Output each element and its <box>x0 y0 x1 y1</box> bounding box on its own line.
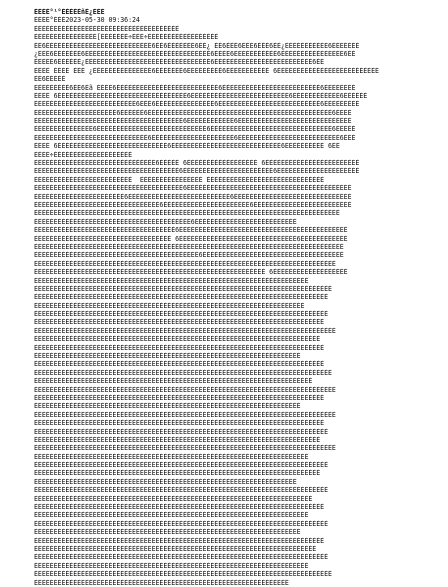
text-line: ÈÈÈÈÈÈÈÈÈÈÈÈÈÈÈÈÈÈÈÈÈÈÈÈÈÈÈÈÈÈÈÈÈÈÈÈ6ÈÈÈÈÈÈÈÈÈÈÈÈÈÈÈÈÈÈÈÈÈÈÈÈÈÈÈÈÈÈÈÈÈÈÈÈÈÈÈÈÈÈÈ <box>34 226 348 235</box>
text-line: ÈÈÈÈÈÈÈÈÈÈÈÈÈÈÈÈÈÈÈÈÈÈÈÈÈÈÈÈÈÈÈÈÈÈÈÈÈÈÈÈÈÈÈÈÈÈÈÈÈÈÈÈÈÈÈÈÈÈÈÈÈÈÈÈÈÈÈÈÈÈÈÈÈÈ <box>34 419 325 428</box>
text-line: ÈÈÈÈÈÈÈÈÈÈÈÈÈÈÈÈÈÈÈÈÈÈÈÈÈÈÈÈÈÈÈÈÈÈÈÈÈÈÈÈÈÈÈÈÈÈÈÈÈÈÈÈÈÈÈÈÈÈÈÈÈÈÈÈÈÈÈÈÈÈÈÈÈ <box>34 435 321 444</box>
text-line: ÈÈÈÈÈÈÈÈÈÈÈÈÈÈÈÈÈÈÈÈÈÈÈÈÈÈÈÈÈÈÈ6ÈÈÈÈÈ 6ÈÈÈÈÈÈÈÈÈÈÈÈÈÈÈÈÈÈ 6ÈÈÈÈÈÈÈÈÈÈÈÈÈÈÈÈÈÈÈÈÈÈÈÈ <box>34 159 360 168</box>
text-line: ÈÈÈÈÈÈÈÈÈÈÈÈÈÈÈÈÈÈÈÈÈÈÈÈÈÈÈÈÈÈÈÈÈÈÈÈÈÈÈÈÈÈÈÈÈÈÈÈÈÈÈÈÈÈÈÈÈÈÈÈÈÈÈÈÈÈÈÈÈÈÈÈÈÈÈÈÈ <box>34 410 336 419</box>
paragraph <box>34 159 406 587</box>
text-line: ÈÈÈÈÈÈÈÈÈÈÈÈÈÈÈÈÈÈÈÈÈÈÈÈÈ ÈÈÈÈÈÈÈÈÈÈÈÈÈÈÈÈ ÈÈÈÈÈÈÈÈÈÈÈÈÈÈÈÈÈÈÈÈÈÈÈÈÈÈÈÈÈÈ <box>34 175 325 184</box>
text-line: ÈÈÈÈÈÈÈÈÈÈÈÈÈÈÈÈÈÈÈÈÈÈÈÈÈÈÈÈÈÈÈÈÈÈÈÈÈÈÈÈÈÈÈÈÈÈÈÈÈÈÈÈÈÈÈÈÈÈÈÈÈÈÈÈÈÈÈÈ <box>34 528 301 537</box>
text-line: ÈÈÈÈÈÈÈÈÈÈÈÈÈÈÈÈÈÈÈÈÈÈÈÈÈÈÈÈÈÈÈÈÈÈÈ 6ÈÈÈÈÈÈÈÈÈÈÈÈÈÈÈÈÈÈÈÈÈÈÈÈÈÈÈÈÈÈ6ÈÈÈÈÈÈÈÈÈÈÈÈ <box>34 234 348 243</box>
text-line: ÈÈÈÈÈÈÈÈÈÈÈÈÈÈÈÈÈÈÈÈÈÈÈÈÈÈÈÈÈ6ÈÈÈÈÈÈÈÈÈÈÈÈÈÈÈÈÈÈÈÈÈ6ÈÈÈÈÈÈÈÈÈÈÈÈÈÈÈÈÈÈÈÈÈÈÈÈÈÈ6ÈÈÈ <box>34 133 356 142</box>
text-line: ÈÈÈÈÈÈÈÈÈÈÈÈÈÈÈÈÈÈÈÈÈÈÈÈÈÈÈÈÈÈÈÈ6ÈÈÈÈÈÈÈÈÈÈÈÈÈÈÈÈÈÈÈÈÈÈ6ÈÈÈÈÈÈÈÈÈÈÈÈÈÈÈÈÈÈÈÈÈÈÈÈÈ <box>34 200 352 209</box>
text-line: ÈÈÈÈÈÈÈÈÈÈÈÈÈÈÈÈÈÈÈÈÈÈÈ6ÈÈÈÈÈÈÈÈÈÈÈÈÈÈÈÈÈÈÈÈÈÈÈÈÈÈ6ÈÈÈÈÈÈÈÈÈÈÈÈÈÈÈÈÈÈÈÈÈÈÈÈÈÈÈÈÈÈ <box>34 192 352 201</box>
text-line: ÈÈÈÈÈÈÈÈÈÈÈÈÈÈÈÈÈÈÈÈÈÈÈÈÈÈÈÈÈÈÈÈÈÈÈÈÈÈÈÈÈÈÈÈÈÈÈÈÈÈÈÈÈÈÈÈÈÈÈÈÈÈÈÈÈÈÈÈÈÈÈ <box>34 377 313 386</box>
text-line: ÈÈÈÈÈÈÈÈÈÈÈÈÈÈÈÈÈÈÈÈÈÈÈÈÈÈÈÈÈÈÈÈÈÈÈÈÈÈÈÈÈÈÈÈÈÈÈÈÈÈÈÈÈÈÈÈÈÈÈÈÈÈÈÈÈ <box>34 578 289 587</box>
text-line: ÈÈÈÈÈÈÈÈÈÈÈÈÈÈÈÈÈÈÈÈÈÈÈÈÈÈÈÈÈÈÈÈÈÈÈÈÈÈÈÈÈÈÈÈÈÈÈÈÈÈÈÈÈÈÈÈÈÈÈÈÈÈÈÈÈÈÈÈÈÈÈÈÈÈÈÈ <box>34 368 332 377</box>
text-line: ÈÈÈÈÈÈÈÈÈÈÈÈÈÈÈÈÈÈÈÈÈÈÈÈÈÈÈÈÈÈÈÈÈÈÈÈÈÈÈÈÈÈÈÈÈÈÈÈÈÈÈÈÈÈÈÈÈÈÈÈÈÈÈÈÈÈÈÈÈÈÈÈÈÈÈ <box>34 461 328 470</box>
paragraph <box>34 84 406 160</box>
text-line: ¿ÈÈÈ6ÈÈÈÈÈÈÈ6ÈÈÈÈÈÈÈÈÈÈÈÈÈÈÈÈÈÈÈÈÈÈÈÈÈÈÈÈÈÈÈÈ6ÈÈÈÈ6ÈÈÈÈÈÈÈÈÈÈÈ6ÈÈÈÈÈÈÈÈÈÈÈÈÈÈÈÈ6ÈÈ <box>34 49 356 58</box>
text-line: ÈÈÈÈÈÈÈÈÈÈÈÈÈÈÈÈÈÈÈÈÈÈÈÈÈÈ6ÈÈÈ6ÈÈÈÈÈÈÈÈÈÈÈÈÈÈÈ6ÈÈÈÈÈÈÈÈÈÈÈÈÈÈÈÈÈÈÈÈÈÈÈÈÈÈ6ÈÈÈÈÈÈÈÈÈ <box>34 100 360 109</box>
text-line: ÈÈÈÈ 6ÈÈÈÈÈÈÈÈÈÈÈÈÈÈÈÈÈÈÈÈÈÈÈÈÈÈÈÈÈÈÈÈÈ6ÈÈÈÈÈÈÈÈÈÈÈÈÈÈÈÈÈÈÈÈÈÈÈÈÈ6ÈÈÈÈÈÈÈÈÈÈÈÈ6ÈÈÈÈÈÈ <box>34 91 368 100</box>
text-line: ÈÈÈÈÈÈÈÈÈÈÈÈÈÈÈÈÈÈÈÈÈÈÈÈÈÈÈÈÈÈÈÈÈÈÈÈÈÈÈÈÈÈÈÈÈÈÈÈÈÈÈÈÈÈÈÈÈÈÈÈÈÈÈÈÈÈÈÈÈÈÈÈÈÈÈÈÈ <box>34 326 336 335</box>
text-line: ÈÈÈÈÈÈÈÈÈÈÈÈÈÈÈÈÈÈÈÈÈÈÈÈÈÈÈÈÈÈÈÈÈÈÈÈÈÈÈÈ6ÈÈÈÈÈÈÈÈÈÈÈÈÈÈÈÈÈÈÈÈÈÈÈÈÈÈ <box>34 217 297 226</box>
text-line: ÈÈÈÈÈÈÈÈÈÈÈÈÈÈÈÈÈÈÈÈÈÈÈÈÈÈÈÈÈÈÈÈÈÈÈÈÈÈÈÈÈÈÈÈÈÈÈÈÈÈÈÈÈÈÈÈÈÈÈÈÈÈÈÈÈÈÈÈÈÈÈÈÈÈÈ <box>34 553 328 562</box>
text-line: ÈÈÈÈÈÈÈÈÈÈÈÈÈÈÈÈÈÈÈÈÈÈÈÈÈÈÈÈÈÈÈÈÈÈÈÈÈÈÈÈÈÈÈÈÈÈÈÈÈÈÈÈÈÈÈÈÈÈÈÈÈÈÈÈÈÈÈÈÈÈÈÈÈÈÈÈ <box>34 570 332 579</box>
text-line: ÈÈÈÈÈÈÈÈÈÈÈÈÈÈÈ6ÈÈÈÈÈÈÈÈÈÈÈÈÈÈÈÈÈÈÈÈÈÈÈÈÈÈÈÈ6ÈÈÈÈÈÈÈÈÈÈÈÈÈÈÈÈÈÈÈÈÈÈÈÈÈÈÈÈÈÈÈ6ÈÈÈÈÈ <box>34 125 356 134</box>
text-line: ÈÈÈÈÈÈÈÈÈÈÈÈÈÈÈÈÈÈÈÈÈÈÈÈÈÈÈÈÈÈÈÈÈÈÈÈÈÈÈÈÈÈÈÈÈÈÈÈÈÈÈÈÈÈÈÈÈÈÈÈÈÈÈÈÈÈÈÈÈÈÈÈÈÈ <box>34 318 325 327</box>
text-line: ÈÈÈÈÈÈÈÈÈÈÈÈÈÈÈÈÈÈÈÈÈÈÈÈÈÈÈÈÈÈÈÈÈÈÈÈÈÈÈÈÈÈÈÈÈÈÈÈÈÈÈÈÈÈÈÈÈÈÈÈÈÈÈÈÈÈÈÈÈÈÈÈÈÈ <box>34 503 325 512</box>
text-line: ÈÈÈÈÈÈÈÈÈÈÈÈÈÈÈÈÈÈÈÈÈÈÈÈÈÈÈÈÈÈÈÈÈÈÈÈÈÈÈÈÈÈÈÈÈÈÈÈÈÈÈÈÈÈÈÈÈÈÈ 6ÈÈÈÈÈÈÈÈÈÈÈÈÈÈÈÈÈÈÈ <box>34 268 348 277</box>
text-line: ÈÈÈÈÈÈÈÈÈÈÈÈÈÈÈÈÈÈÈÈÈÈÈÈÈÈÈÈÈÈÈÈÈÈÈÈÈÈÈÈÈÈÈÈÈÈÈÈÈÈÈÈÈÈÈÈÈÈÈÈÈÈÈÈÈÈÈÈÈÈÈÈÈÈÈ <box>34 310 328 319</box>
text-line: ÈÈÈÈÈÈÈÈÈÈÈÈÈÈÈÈÈÈÈÈÈÈÈÈÈÈÈÈÈÈÈÈÈÈÈÈÈÈÈÈÈÈÈÈÈÈÈÈÈÈÈÈÈÈÈÈÈÈÈÈÈÈÈÈÈÈÈÈ <box>34 402 301 411</box>
text-line: ÈÈÈÈÈÈÈÈÈÈÈÈÈÈÈÈÈÈÈÈÈÈÈÈÈÈÈÈÈÈÈÈÈÈÈÈÈ6ÈÈÈÈÈÈÈÈÈÈÈÈÈÈÈÈÈÈÈÈÈÈÈ6ÈÈÈÈÈÈÈÈÈÈÈÈÈÈÈÈÈÈÈÈÈ <box>34 167 360 176</box>
document-title: ÈÈÈÈ​°¹°ÈÈÈÈÈñÈ¿ÈÈÈ <box>34 8 105 16</box>
text-line: ÈÈÈÈÈÈÈÈÈÈÈÈÈÈÈÈÈÈÈÈÈÈÈÈÈÈÈÈÈÈÈÈÈÈÈÈÈÈÈÈÈÈÈÈÈÈÈÈÈÈÈÈÈÈÈÈÈÈÈÈÈÈÈÈÈÈÈÈÈÈÈÈÈ <box>34 335 321 344</box>
text-line: ÈÈÈÈÈÈÈÈÈÈÈÈÈÈÈÈÈÈÈÈÈÈÈÈÈÈÈÈÈÈÈÈÈÈÈÈÈÈÈÈÈÈÈÈÈÈÈÈÈÈÈÈÈÈÈÈÈÈÈÈÈÈÈÈÈÈÈÈÈÈÈÈÈÈ <box>34 360 325 369</box>
text-line: ÈÈÈÈÈÈÈÈÈÈÈÈÈÈÈÈÈÈÈÈÈÈÈÈÈÈÈÈÈÈÈÈÈÈÈÈÈÈÈÈÈÈÈÈÈÈÈÈÈÈÈÈÈÈÈÈÈÈÈÈÈÈÈÈÈÈÈÈÈÈÈÈÈ <box>34 469 321 478</box>
text-line: ÈÈÈÈÈÈÈÈÈÈÈÈÈÈÈÈÈÈÈÈÈÈÈÈÈÈÈÈÈÈÈÈÈÈÈÈÈÈÈÈÈÈÈÈÈÈÈÈÈÈÈÈÈÈÈÈÈÈÈÈÈÈÈÈÈÈÈÈÈÈÈÈÈÈÈÈÈÈ <box>34 209 340 218</box>
text-line: ÈÈÈÈÈÈÈÈÈÈÈÈÈÈÈÈÈÈÈÈÈÈÈÈÈÈÈÈÈÈÈÈÈÈÈÈÈÈÈÈÈÈÈÈÈÈÈÈÈÈÈÈÈÈÈÈÈÈÈÈÈÈÈÈÈÈÈÈÈÈ <box>34 452 309 461</box>
text-line: ÈÈÈÈÈÈÈÈÈÈÈÈÈÈÈÈÈÈÈÈÈÈÈÈÈÈÈÈÈÈÈÈÈÈÈÈÈÈÈÈÈÈÈÈÈÈÈÈÈÈÈÈÈÈÈÈÈÈÈÈÈÈÈÈÈÈÈÈÈÈ <box>34 561 309 570</box>
text-line: ÈÈÈÈ÷ÈÈÈÈÈÈÈÈÈÈÈÈÈÈÈÈÈÈÈÈ <box>34 150 132 159</box>
document-timestamp: ÈÈÈÈ​°ÈÈÈ2023-05-30 09:36:24 <box>34 16 140 25</box>
text-line: ÈÈÈÈÈÈÈÈÈÈÈÈÈÈÈÈÈÈÈÈÈÈÈÈÈÈÈÈÈÈÈÈÈÈÈÈÈÈÈÈÈÈÈÈÈÈÈÈÈÈÈÈÈÈÈÈÈÈÈÈÈÈÈÈÈÈÈÈÈÈÈÈÈÈÈÈÈ <box>34 444 336 453</box>
text-line: ÈÈÈÈÈÈÈÈÈÈÈÈÈÈÈÈÈÈÈÈÈÈÈÈÈÈÈÈÈÈÈÈÈÈÈÈÈÈÈÈÈÈÈÈÈÈÈÈÈÈÈÈÈÈÈÈÈÈÈÈÈÈÈÈÈÈÈÈÈÈÈÈÈÈÈ <box>34 293 328 302</box>
text-line: ÈÈÈÈÈ6ÈÈÈÈÈÈ¿ÈÈÈÈÈÈÈÈÈÈÈÈÈÈÈÈÈÈÈÈÈÈÈÈÈÈÈÈÈÈÈÈ6ÈÈÈÈÈÈÈÈÈÈÈÈÈÈÈÈÈÈÈÈÈÈÈÈÈ6ÈÈ <box>34 58 325 67</box>
text-line: ÈÈÈÈÈÈÈÈÈÈÈÈÈÈÈÈÈÈÈÈÈÈÈÈÈÈÈÈÈÈÈÈÈÈÈÈÈÈÈÈÈÈÈÈÈÈÈÈÈÈÈÈÈÈÈÈÈÈÈÈÈÈÈÈÈÈÈÈÈÈ <box>34 276 309 285</box>
paragraph <box>34 33 406 83</box>
text-line: ÈÈÈÈÈÈÈÈÈÈÈÈÈÈÈÈÈÈÈÈÈÈÈÈÈÈÈÈÈÈÈÈÈÈÈÈÈÈÈÈÈÈÈÈÈÈÈÈÈÈÈÈÈÈÈÈÈÈÈÈÈÈÈÈÈÈÈÈÈÈÈÈÈÈÈ <box>34 486 328 495</box>
text-line: ÈÈÈÈÈÈÈÈÈÈÈÈÈÈÈÈÈÈÈÈÈ6ÈÈÈÈÈÈ6ÈÈÈÈÈÈÈÈÈÈÈÈÈÈÈÈÈÈÈÈÈÈÈÈÈÈÈÈÈÈÈÈÈÈÈÈÈÈÈÈÈÈÈÈÈÈÈ6ÈÈÈÈ <box>34 108 352 117</box>
document-body <box>34 33 406 587</box>
text-line: ÈÈÈÈÈÈÈÈÈÈÈÈÈÈÈÈÈÈÈÈÈÈÈÈÈÈÈÈÈÈÈÈÈÈÈÈÈÈ6ÈÈÈÈÈÈÈÈÈÈÈÈÈÈÈÈÈÈÈÈÈÈÈÈÈÈÈÈÈÈÈÈÈÈÈÈÈÈÈÈÈÈ <box>34 184 352 193</box>
text-line: ÈÈÈÈÈÈÈÈÈÈÈÈÈÈÈÈÈÈÈÈÈÈÈÈÈÈÈÈÈÈÈÈÈÈÈÈÈÈÈÈÈÈÈÈÈÈÈÈÈÈÈÈÈÈÈÈÈÈÈÈÈÈÈÈÈÈÈÈ <box>34 352 301 361</box>
text-line: ÈÈÈÈÈÈÈÈÈÈÈÈÈÈÈÈÈÈÈÈÈÈÈÈÈÈÈÈÈÈÈÈÈÈÈÈÈÈÈÈÈÈÈÈÈÈÈÈÈÈÈÈÈÈÈÈÈÈÈÈÈÈÈÈÈÈÈÈÈÈ <box>34 511 309 520</box>
text-line: ÈÈÈÈÈÈÈÈÈÈÈÈÈÈÈÈÈÈÈÈÈÈÈÈÈÈÈÈÈÈÈÈÈÈÈÈÈÈÈÈÈÈÈÈÈÈÈÈÈÈÈÈÈÈÈÈÈÈÈÈÈÈÈÈÈÈÈÈÈÈÈÈ <box>34 545 317 553</box>
text-line: ÈÈÈÈÈÈÈÈÈÈÈÈÈÈÈÈÈÈÈÈÈÈÈÈÈÈÈÈÈÈÈÈÈÈÈÈÈÈÈÈÈÈÈÈÈÈÈÈÈÈÈÈÈÈÈÈÈÈÈÈÈÈÈÈÈÈÈÈÈÈÈÈÈÈ <box>34 536 325 545</box>
text-line: ÈÈÈÈÈÈÈÈÈ6ÈÈ6Èã ÈÈÈÈ6ÈÈÈÈÈÈÈÈÈÈÈÈÈÈÈÈÈÈÈÈÈÈÈÈÈÈ6ÈÈÈÈÈÈÈÈÈÈÈÈÈÈÈÈÈÈÈÈÈÈÈÈÈ6ÈÈÈÈÈÈÈÈ <box>34 83 356 92</box>
text-line: ÈÈ6ÈÈÈÈÈÈÈÈÈÈÈÈÈÈÈÈÈÈÈÈÈÈÈÈÈÈÈ6ÈÈ6ÈÈÈÈÈÈÈ6ÈÈ¿ ÈÈ6ÈÈÈ6ÈÈÈ6ÈÈÈ6ÈÈ¿ÈÈÈÈÈÈÈÈÈÈÈ6ÈÈÈÈÈÈÈ <box>34 41 360 50</box>
text-line: ÈÈÈÈÈÈÈÈÈÈÈÈÈÈÈÈÈÈÈÈÈÈÈÈÈÈÈÈÈÈÈÈÈÈÈÈÈÈÈÈÈÈÈÈÈÈÈÈÈÈÈÈÈÈÈÈÈÈÈÈÈÈÈÈÈÈÈÈÈÈÈÈÈÈÈÈ <box>34 284 332 293</box>
text-line: ÈÈÈÈÈÈÈÈÈÈÈÈÈÈÈÈÈÈÈÈÈÈÈÈÈÈÈÈÈÈÈÈÈÈÈÈÈÈÈÈÈÈÈÈÈÈÈÈÈÈÈÈÈÈÈÈÈÈÈÈÈÈÈÈÈÈÈÈÈÈÈ <box>34 494 313 503</box>
text-line: ÈÈÈÈÈÈÈÈÈÈÈÈÈÈÈÈÈÈÈÈÈÈÈÈÈÈÈÈÈÈÈÈÈÈÈÈÈÈÈÈÈÈÈÈÈÈÈÈÈÈÈÈÈÈÈÈÈÈÈÈÈÈÈÈÈÈÈÈÈÈÈÈÈÈ <box>34 343 325 352</box>
text-line: ÈÈÈÈÈÈÈÈÈÈÈÈÈÈÈÈÈÈÈÈÈÈÈÈÈÈÈÈÈÈÈÈÈÈÈÈÈÈÈÈÈÈÈÈÈÈÈÈÈÈÈÈÈÈÈÈÈÈÈÈÈÈÈÈÈÈÈÈÈÈÈÈÈÈÈ <box>34 427 328 436</box>
document-rule: ÈÈÈÈÈÈÈÈÈÈÈÈÈÈÈÈÈÈÈÈÈÈÈÈÈÈÈÈÈÈÈÈÈÈÈÈÈ <box>34 24 180 33</box>
text-line: ÈÈÈÈÈÈÈÈÈÈÈÈÈÈÈÈ[ÈÈÈÈÈÈÈ÷ÈÈÈ÷ÈÈÈÈÈÈÈÈÈÈÈÈÈÈÈÈÈÈ <box>34 33 219 42</box>
text-line: ÈÈÈÈÈÈÈÈÈÈÈÈÈÈÈÈÈÈÈÈÈÈÈÈÈÈÈÈÈÈÈÈÈÈÈÈÈÈÈÈÈÈÈÈÈÈÈÈÈÈÈÈÈÈÈÈÈÈÈÈÈÈÈÈÈÈÈÈÈÈÈÈÈÈÈÈÈÈÈ <box>34 242 344 251</box>
text-line: ÈÈÈÈÈÈÈÈÈÈÈÈÈÈÈÈÈÈÈÈÈÈÈÈÈÈÈÈÈÈÈÈÈÈÈÈÈÈÈÈÈÈÈÈÈÈÈÈÈÈÈÈÈÈÈÈÈÈÈÈÈÈÈÈÈÈÈÈÈ <box>34 301 305 310</box>
text-line: ÈÈÈÈÈÈÈÈÈÈÈÈÈÈÈÈÈÈÈÈÈÈÈÈÈÈÈÈÈÈÈÈÈÈÈÈÈÈ6ÈÈÈÈÈÈÈÈÈÈÈÈ6ÈÈÈÈÈÈÈÈÈÈÈÈÈÈÈÈÈÈÈÈÈÈÈÈÈÈÈÈÈ <box>34 117 352 126</box>
text-line: ÈÈÈÈ ÈÈÈÈ ÈÈÈ ¿ÈÈÈÈÈÈÈÈÈÈÈÈÈÈÈ6ÈÈÈÈÈÈÈ6ÈÈÈÈÈÈÈÈÈ6ÈÈÈÈÈÈÈÈÈÈÈ 6ÈÈÈÈÈÈÈÈÈÈÈÈÈÈÈÈÈÈÈÈÈÈÈÈÈÈ <box>34 66 379 75</box>
document-page <box>34 8 406 587</box>
text-line: ÈÈ6ÈÈÈÈÈ <box>34 75 66 84</box>
text-line: ÈÈÈÈÈÈÈÈÈÈÈÈÈÈÈÈÈÈÈÈÈÈÈÈÈÈÈÈÈÈÈÈÈÈÈÈÈÈÈÈÈÈÈÈÈÈÈÈÈÈÈÈÈÈÈÈÈÈÈÈÈÈÈÈÈÈÈÈÈÈÈÈÈÈ <box>34 393 325 402</box>
text-line: ÈÈÈÈÈÈÈÈÈÈÈÈÈÈÈÈÈÈÈÈÈÈÈÈÈÈÈÈÈÈÈÈÈÈÈÈÈÈÈÈÈÈÈÈÈÈÈÈÈÈÈÈÈÈÈÈÈÈÈÈÈÈÈÈÈÈÈÈÈÈÈÈÈÈÈÈÈ <box>34 385 336 394</box>
text-line: ÈÈÈÈÈÈÈÈÈÈÈÈÈÈÈÈÈÈÈÈÈÈÈÈÈÈÈÈÈÈÈÈÈÈÈÈÈÈÈÈÈÈ6ÈÈÈÈÈÈÈÈÈÈÈÈÈÈÈÈÈÈÈÈÈÈÈÈÈÈÈÈÈÈÈÈÈÈÈÈ <box>34 251 344 260</box>
text-line: ÈÈÈÈÈÈÈÈÈÈÈÈÈÈÈÈÈÈÈÈÈÈÈÈÈÈÈÈÈÈÈÈÈÈÈÈÈÈÈÈÈÈÈÈÈÈÈÈÈÈÈÈÈÈÈÈÈÈÈÈÈÈÈÈÈÈÈÈÈÈÈÈÈÈÈ <box>34 519 328 528</box>
text-line: ÈÈÈÈ 6ÈÈÈÈÈÈÈÈÈÈÈÈÈÈÈÈÈÈÈÈÈÈÈÈÈÈÈÈ6ÈÈÈÈÈÈÈÈÈÈÈÈÈÈÈÈÈÈÈÈÈÈÈÈÈÈÈÈ6ÈÈÈÈÈÈÈÈÈÈ 6ÈÈ <box>34 142 340 151</box>
text-line: ÈÈÈÈÈÈÈÈÈÈÈÈÈÈÈÈÈÈÈÈÈÈÈÈÈÈÈÈÈÈÈÈÈÈÈÈÈÈÈÈÈÈÈÈÈÈÈÈÈÈÈÈÈÈÈÈÈÈÈÈÈÈÈÈÈÈÈÈÈÈÈÈÈÈÈÈÈ <box>34 259 336 268</box>
text-line: ÈÈÈÈÈÈÈÈÈÈÈÈÈÈÈÈÈÈÈÈÈÈÈÈÈÈÈÈÈÈÈÈÈÈÈÈÈÈÈÈÈÈÈÈÈÈÈÈÈÈÈÈÈÈÈÈÈÈÈÈÈÈÈÈÈÈÈ <box>34 477 297 486</box>
